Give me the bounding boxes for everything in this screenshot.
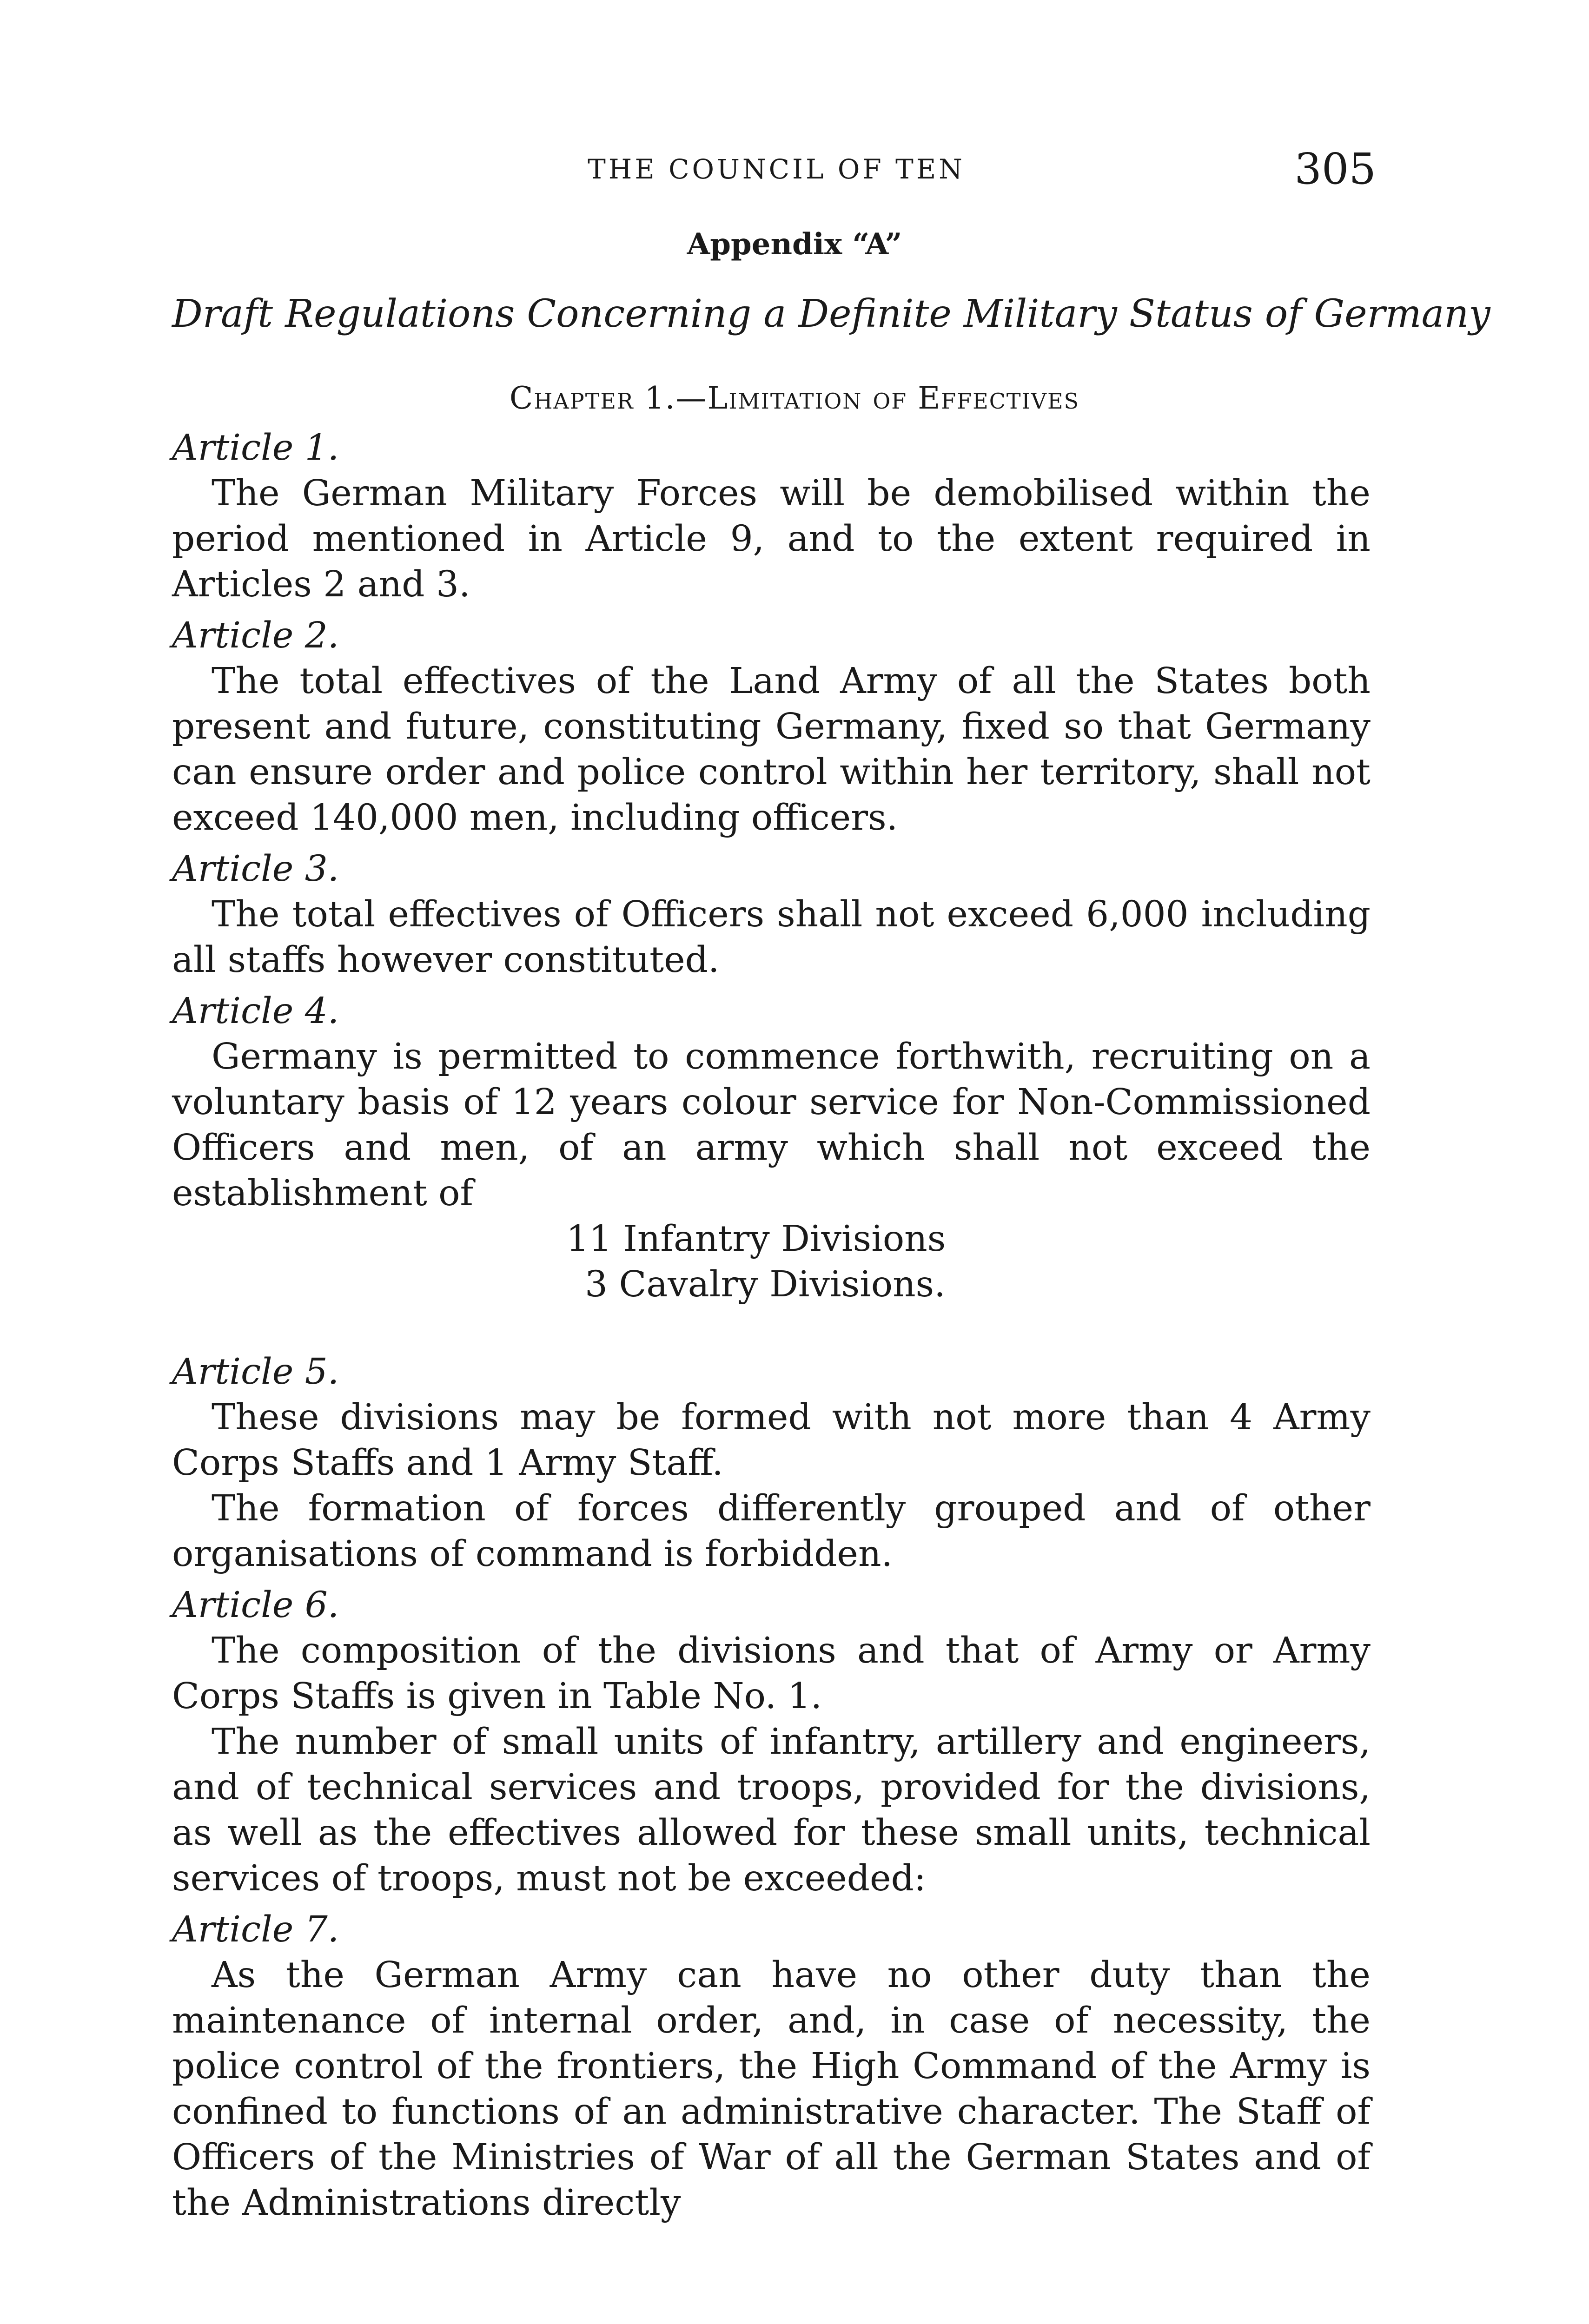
article-paragraph: The German Military Forces will be demobilised within the period mentioned in Article 9, and to the extent required in Articles 2 and 3.: [172, 473, 1371, 605]
article-paragraph: The total effectives of Officers shall not exceed 6,000 including all staffs however constituted.: [172, 894, 1371, 981]
running-header: [172, 144, 1381, 195]
article-heading: Article 7.: [172, 1909, 339, 1950]
article-paragraph: These divisions may be formed with not more than 4 Army Corps Staffs and 1 Army Staff.: [172, 1397, 1371, 1484]
article-paragraph: The composition of the divisions and that of Army or Army Corps Staffs is given in Table No. 1.: [172, 1630, 1371, 1717]
article-heading: Article 2.: [172, 615, 339, 656]
article-heading: Article 4.: [172, 990, 339, 1032]
division-item: 11 Infantry Divisions: [566, 1218, 946, 1260]
article-heading: Article 6.: [172, 1585, 339, 1626]
page-number: 305: [1294, 144, 1376, 194]
article-paragraph: The number of small units of infantry, artillery and engineers, and of technical services and troops, provided for the divisions, as well as the effectives allowed for these small units, technical services of troops, must not be exceeded:: [172, 1721, 1371, 1899]
division-item: 3 Cavalry Divisions.: [585, 1264, 946, 1305]
article-heading: Article 1.: [172, 427, 339, 469]
article-paragraph: As the German Army can have no other duty than the maintenance of internal order, and, in case of necessity, the police control of the frontiers, the High Command of the Army is confined to functions of an administrative character. The Staff of Officers of the Ministries of War of all the German States and of the Administrations directly: [172, 1954, 1371, 2224]
appendix-label: Appendix “A”: [687, 227, 902, 262]
body-text: [172, 425, 1371, 2226]
article-heading: Article 3.: [172, 848, 339, 890]
article-heading: Article 5.: [172, 1351, 339, 1393]
chapter-heading: Chapter 1.—Limitation of Effectives: [509, 380, 1080, 416]
article-paragraph: The total effectives of the Land Army of all the States both present and future, constituting Germany, fixed so that Germany can ensure order and police control within her territory, shall not exceed 140,000 men, including officers.: [172, 660, 1371, 838]
article-paragraph: Germany is permitted to commence forthwith, recruiting on a voluntary basis of 12 years colour service for Non-Commissioned Officers and men, of an army which shall not exceed the establishment of: [172, 1036, 1371, 1214]
article-paragraph: The formation of forces differently grouped and of other organisations of command is forbidden.: [172, 1488, 1371, 1575]
running-title: THE COUNCIL OF TEN: [588, 153, 965, 185]
divisions-list: [172, 1216, 1371, 1307]
document-title: Draft Regulations Concerning a Definite Military Status of Germany: [172, 292, 1490, 336]
